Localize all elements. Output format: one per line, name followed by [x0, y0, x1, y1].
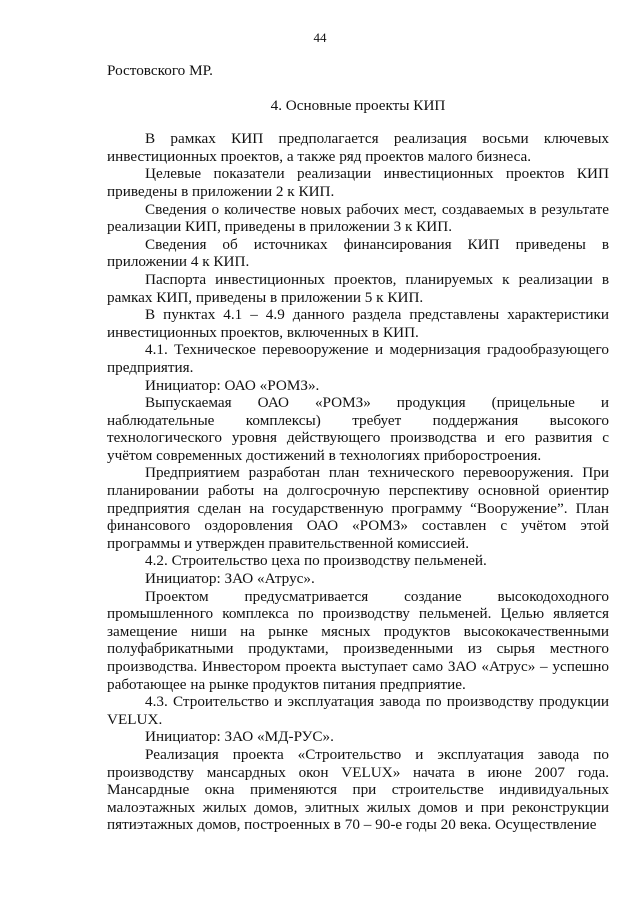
section-title: 4. Основные проекты КИП: [270, 96, 446, 114]
subsection-heading: 4.1. Техническое перевооружение и модернизация градообразующего предприятия.: [107, 341, 609, 376]
subsection-heading: 4.2. Строительство цеха по производству пельменей.: [145, 552, 487, 570]
paragraph: Проектом предусматривается создание высокодоходного промышленного комплекса по производству пельменей. Целью является замещение ниши на рынке мясных продуктов высококачественными полуфабрикатными продуктами, произведенными из сырья местного производства. Инвестором проекта выступает само ЗАО «Атрус» – успешно работающее на рынке продуктов питания предприятие.: [107, 587, 609, 693]
paragraph: Сведения о количестве новых рабочих мест, создаваемых в результате реализации КИП, приведены в приложении 3 к КИП.: [107, 200, 609, 236]
paragraph: Сведения об источниках финансирования КИП приведены в приложении 4 к КИП.: [107, 235, 609, 271]
paragraph: Паспорта инвестиционных проектов, планируемых к реализации в рамках КИП, приведены в приложении 5 к КИП.: [107, 270, 609, 306]
paragraph: Целевые показатели реализации инвестиционных проектов КИП приведены в приложении 2 к КИП.: [107, 165, 609, 200]
page-number: 44: [313, 30, 327, 45]
carryover-text: Ростовского МР.: [107, 62, 213, 79]
paragraph: Предприятием разработан план технического перевооружения. При планировании работы на долгосрочную перспективу основной ориентир предприятия сделан на государственную программу “Вооружение”. План финансового оздоровления ОАО «РОМЗ» составлен с учётом этой программы и утвержден правительственной комиссией.: [107, 464, 609, 552]
paragraph: Реализация проекта «Строительство и эксплуатация завода по производству мансардных окон VELUX» начата в июне 2007 года. Мансардные окна применяются при строительстве индивидуальных малоэтажных жилых домов, элитных жилых домов и при реконструкции пятиэтажных домов, построенных в 70 – 90-е годы 20 века. Осуществление: [107, 745, 609, 834]
document-body: [107, 62, 609, 834]
initiator-line: Инициатор: ЗАО «МД-РУС».: [145, 728, 334, 746]
initiator-line: Инициатор: ОАО «РОМЗ».: [145, 376, 320, 394]
paragraph: В пунктах 4.1 – 4.9 данного раздела представлены характеристики инвестиционных проектов, включенных в КИП.: [107, 306, 609, 341]
paragraph: Выпускаемая ОАО «РОМЗ» продукция (прицельные и наблюдательные комплексы) требует поддержания высокого технологического уровня действующего производства и его развития с учётом современных достижений в технологиях приборостроения.: [107, 394, 609, 464]
subsection-heading: 4.3. Строительство и эксплуатация завода по производству продукции VELUX.: [107, 693, 609, 728]
initiator-line: Инициатор: ЗАО «Атрус».: [145, 570, 315, 588]
paragraph: В рамках КИП предполагается реализация восьми ключевых инвестиционных проектов, а также ряд проектов малого бизнеса.: [107, 130, 609, 165]
